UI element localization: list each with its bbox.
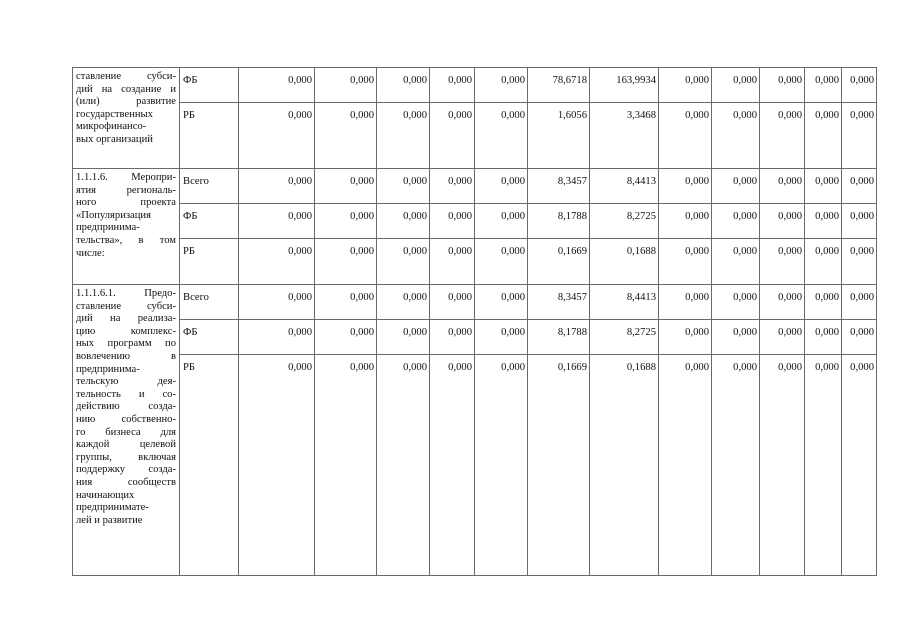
value-cell: 0,000 bbox=[475, 239, 528, 285]
table-row bbox=[73, 204, 877, 239]
value-cell: 0,1688 bbox=[590, 239, 659, 285]
measure-name-line: (или) развитие bbox=[76, 96, 176, 108]
value-cell: 0,000 bbox=[377, 103, 430, 169]
value-cell: 0,000 bbox=[430, 68, 475, 103]
measure-name-line: действию созда- bbox=[76, 401, 176, 413]
measure-name-line: государственных bbox=[76, 108, 153, 120]
measure-name-line: 1.1.1.6. Меропри- bbox=[76, 172, 176, 183]
measure-name-line: тельскую дея- bbox=[76, 376, 176, 388]
value-cell: 0,000 bbox=[712, 285, 760, 320]
value-cell: 8,2725 bbox=[590, 320, 659, 355]
value-cell: 8,4413 bbox=[590, 285, 659, 320]
funding-source-cell: ФБ bbox=[180, 68, 239, 103]
value-cell: 0,000 bbox=[712, 355, 760, 576]
funding-source-cell: Всего bbox=[180, 285, 239, 320]
value-cell: 0,000 bbox=[760, 320, 805, 355]
value-cell: 0,000 bbox=[842, 204, 877, 239]
value-cell: 0,000 bbox=[315, 239, 377, 285]
value-cell: 0,000 bbox=[475, 355, 528, 576]
value-cell: 0,000 bbox=[475, 285, 528, 320]
measure-name-line: ятия региональ- bbox=[76, 184, 176, 196]
budget-table bbox=[72, 67, 877, 576]
value-cell: 0,000 bbox=[760, 169, 805, 204]
measure-name-line: числе: bbox=[76, 247, 105, 259]
value-cell: 0,000 bbox=[239, 320, 315, 355]
funding-source-cell: Всего bbox=[180, 169, 239, 204]
value-cell: 0,1669 bbox=[528, 355, 590, 576]
value-cell: 0,000 bbox=[659, 68, 712, 103]
value-cell: 0,000 bbox=[712, 239, 760, 285]
value-cell: 0,000 bbox=[712, 68, 760, 103]
measure-name-line: предпринимате- bbox=[76, 502, 149, 514]
value-cell: 8,3457 bbox=[528, 285, 590, 320]
value-cell: 0,000 bbox=[475, 204, 528, 239]
value-cell: 78,6718 bbox=[528, 68, 590, 103]
measure-name-cell bbox=[73, 285, 180, 576]
value-cell: 0,000 bbox=[760, 68, 805, 103]
value-cell: 0,000 bbox=[377, 355, 430, 576]
value-cell: 0,000 bbox=[475, 169, 528, 204]
value-cell: 0,000 bbox=[805, 320, 842, 355]
table-row bbox=[73, 285, 877, 320]
value-cell: 0,000 bbox=[659, 169, 712, 204]
measure-name-line: вовлечению в bbox=[76, 350, 176, 362]
table-row bbox=[73, 239, 877, 285]
measure-name-line: начинающих bbox=[76, 489, 135, 501]
measure-name-line: ных программ по bbox=[76, 338, 176, 350]
value-cell: 0,000 bbox=[315, 320, 377, 355]
value-cell: 0,000 bbox=[805, 239, 842, 285]
value-cell: 0,000 bbox=[659, 239, 712, 285]
table-row bbox=[73, 68, 877, 103]
table-row bbox=[73, 320, 877, 355]
value-cell: 0,000 bbox=[805, 204, 842, 239]
measure-name-line: тельность и со- bbox=[76, 388, 176, 400]
value-cell: 0,000 bbox=[842, 355, 877, 576]
value-cell: 8,2725 bbox=[590, 204, 659, 239]
value-cell: 0,000 bbox=[659, 285, 712, 320]
value-cell: 0,000 bbox=[475, 320, 528, 355]
value-cell: 0,000 bbox=[377, 285, 430, 320]
measure-name-line: ставление субси- bbox=[76, 300, 176, 312]
value-cell: 8,3457 bbox=[528, 169, 590, 204]
value-cell: 0,000 bbox=[805, 285, 842, 320]
value-cell: 0,000 bbox=[239, 355, 315, 576]
funding-source-cell: ФБ bbox=[180, 204, 239, 239]
document-page bbox=[72, 67, 877, 576]
measure-name-line: го бизнеса для bbox=[76, 426, 176, 438]
value-cell: 0,000 bbox=[842, 320, 877, 355]
value-cell: 0,000 bbox=[430, 204, 475, 239]
measure-name-line: группы, включая bbox=[76, 451, 176, 463]
value-cell: 0,000 bbox=[805, 103, 842, 169]
value-cell: 0,000 bbox=[475, 103, 528, 169]
measure-name-line: ния сообществ bbox=[76, 476, 176, 488]
value-cell: 0,000 bbox=[760, 355, 805, 576]
measure-name-line: поддержку созда- bbox=[76, 464, 176, 476]
value-cell: 0,000 bbox=[712, 204, 760, 239]
value-cell: 0,000 bbox=[239, 68, 315, 103]
table-row bbox=[73, 103, 877, 169]
value-cell: 0,000 bbox=[315, 169, 377, 204]
value-cell: 0,1669 bbox=[528, 239, 590, 285]
measure-name-line: нию собственно- bbox=[76, 413, 176, 425]
value-cell: 0,000 bbox=[239, 169, 315, 204]
measure-name-line: каждой целевой bbox=[76, 439, 176, 451]
value-cell: 0,000 bbox=[430, 239, 475, 285]
value-cell: 0,000 bbox=[760, 239, 805, 285]
measure-name-line: цию комплекс- bbox=[76, 325, 176, 337]
value-cell: 0,000 bbox=[659, 355, 712, 576]
value-cell: 0,000 bbox=[430, 169, 475, 204]
funding-source-cell: РБ bbox=[180, 103, 239, 169]
value-cell: 0,000 bbox=[239, 103, 315, 169]
measure-name-line: 1.1.1.6.1. Предо- bbox=[76, 288, 176, 299]
table-row bbox=[73, 355, 877, 576]
value-cell: 0,000 bbox=[805, 169, 842, 204]
value-cell: 0,000 bbox=[430, 103, 475, 169]
value-cell: 0,000 bbox=[659, 204, 712, 239]
measure-name-line: микрофинансо- bbox=[76, 121, 147, 133]
value-cell: 0,000 bbox=[842, 285, 877, 320]
value-cell: 0,000 bbox=[842, 68, 877, 103]
value-cell: 0,000 bbox=[430, 320, 475, 355]
funding-source-cell: РБ bbox=[180, 355, 239, 576]
measure-name-cell bbox=[73, 68, 180, 169]
value-cell: 8,1788 bbox=[528, 204, 590, 239]
measure-name-line: ного проекта bbox=[76, 197, 176, 209]
value-cell: 0,000 bbox=[842, 103, 877, 169]
value-cell: 0,000 bbox=[239, 239, 315, 285]
value-cell: 0,000 bbox=[377, 169, 430, 204]
value-cell: 0,000 bbox=[430, 355, 475, 576]
value-cell: 0,000 bbox=[315, 285, 377, 320]
value-cell: 0,000 bbox=[659, 103, 712, 169]
measure-name-line: дий на создание и bbox=[76, 83, 176, 95]
value-cell: 0,000 bbox=[315, 103, 377, 169]
value-cell: 0,000 bbox=[475, 68, 528, 103]
value-cell: 0,000 bbox=[239, 204, 315, 239]
value-cell: 0,000 bbox=[712, 320, 760, 355]
value-cell: 8,4413 bbox=[590, 169, 659, 204]
funding-source-cell: РБ bbox=[180, 239, 239, 285]
table-row bbox=[73, 169, 877, 204]
measure-name-line: предпринима- bbox=[76, 363, 140, 375]
value-cell: 0,000 bbox=[377, 239, 430, 285]
value-cell: 0,000 bbox=[760, 103, 805, 169]
value-cell: 0,000 bbox=[430, 285, 475, 320]
value-cell: 8,1788 bbox=[528, 320, 590, 355]
measure-name-line: лей и развитие bbox=[76, 514, 143, 526]
measure-name-line: «Популяризация bbox=[76, 209, 151, 221]
funding-source-cell: ФБ bbox=[180, 320, 239, 355]
value-cell: 0,000 bbox=[712, 169, 760, 204]
value-cell: 0,000 bbox=[315, 204, 377, 239]
value-cell: 0,000 bbox=[377, 320, 430, 355]
value-cell: 0,000 bbox=[315, 355, 377, 576]
value-cell: 0,000 bbox=[659, 320, 712, 355]
value-cell: 0,000 bbox=[315, 68, 377, 103]
value-cell: 0,000 bbox=[805, 68, 842, 103]
value-cell: 3,3468 bbox=[590, 103, 659, 169]
measure-name-line: ставление субси- bbox=[76, 71, 176, 82]
value-cell: 0,000 bbox=[760, 204, 805, 239]
value-cell: 0,000 bbox=[760, 285, 805, 320]
value-cell: 0,000 bbox=[842, 169, 877, 204]
value-cell: 163,9934 bbox=[590, 68, 659, 103]
value-cell: 0,000 bbox=[842, 239, 877, 285]
measure-name-line: предпринима- bbox=[76, 222, 140, 234]
value-cell: 1,6056 bbox=[528, 103, 590, 169]
value-cell: 0,000 bbox=[805, 355, 842, 576]
measure-name-line: вых организаций bbox=[76, 133, 153, 145]
value-cell: 0,000 bbox=[377, 204, 430, 239]
value-cell: 0,000 bbox=[712, 103, 760, 169]
measure-name-line: дий на реализа- bbox=[76, 313, 176, 325]
measure-name-cell bbox=[73, 169, 180, 285]
value-cell: 0,000 bbox=[239, 285, 315, 320]
value-cell: 0,000 bbox=[377, 68, 430, 103]
value-cell: 0,1688 bbox=[590, 355, 659, 576]
measure-name-line: тельства», в том bbox=[76, 234, 176, 246]
